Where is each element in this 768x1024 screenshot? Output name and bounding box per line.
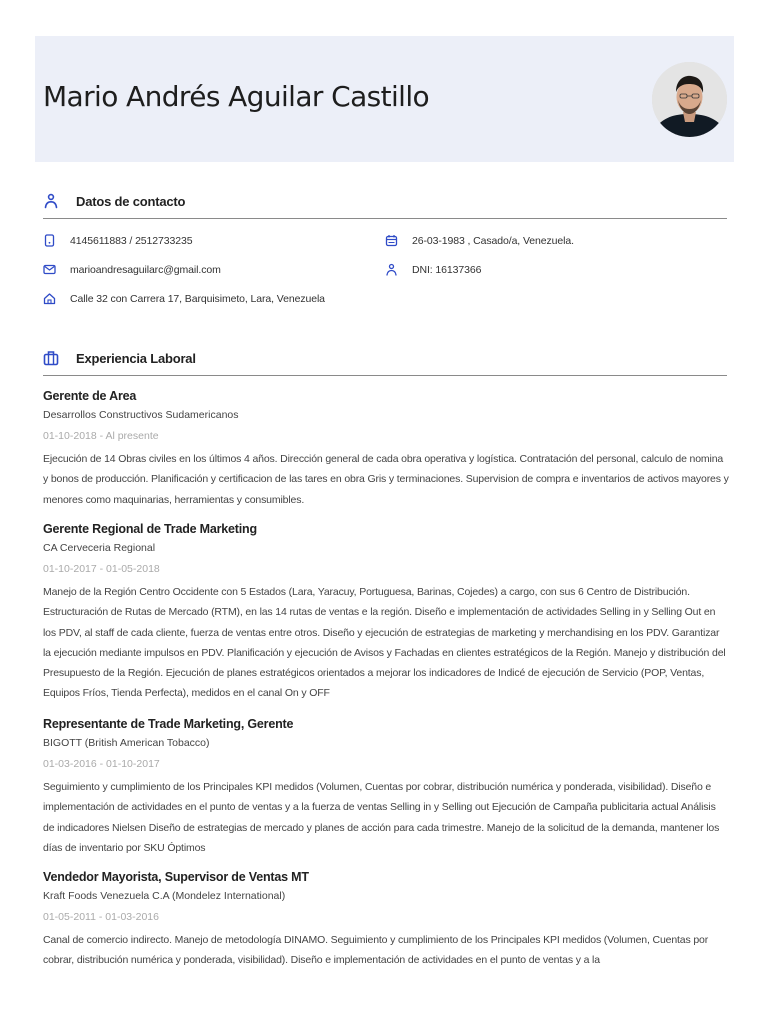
home-icon xyxy=(43,292,56,305)
experience-item xyxy=(43,388,729,510)
experience-item xyxy=(43,716,729,858)
address-text: Calle 32 con Carrera 17, Barquisimeto, Lara, Venezuela xyxy=(70,293,325,305)
job-company: CA Cerveceria Regional xyxy=(43,542,156,554)
job-description: Canal de comercio indirecto. Manejo de metodología DINAMO. Seguimiento y cumplimiento de los Principales KPI medidos (Volumen, Cuentas por cobrar, distribución numérica y ponderada, visibilidad). Diseño e implementación de actividades en el punto de ventas y a la xyxy=(43,934,709,967)
job-title: Vendedor Mayorista, Supervisor de Ventas MT xyxy=(43,870,309,884)
email-text: marioandresaguilarc@gmail.com xyxy=(70,264,221,276)
birth-text: 26-03-1983 , Casado/a, Venezuela. xyxy=(412,235,574,247)
cv-header xyxy=(35,36,734,162)
job-title: Representante de Trade Marketing, Gerente xyxy=(43,717,294,731)
job-company: BIGOTT (British American Tobacco) xyxy=(43,737,210,749)
job-dates: 01-10-2018 - Al presente xyxy=(43,430,159,442)
job-description: Ejecución de 14 Obras civiles en los últimos 4 años. Dirección general de cada obra operativa y logística. Contratación del personal, calculo de nomina y bonos de producción. Planificación y certificacion de las tares en obra Gris y terminaciones. Supervision de compra e inventarios de activos mayores y menores como maquinarias, herramientas y consumibles. xyxy=(43,453,729,506)
dni-text: DNI: 16137366 xyxy=(412,264,482,276)
contact-section-title: Datos de contacto xyxy=(76,194,186,209)
contact-section-header xyxy=(43,193,727,219)
profile-photo xyxy=(652,62,727,137)
experience-section-title: Experiencia Laboral xyxy=(76,351,196,366)
calendar-icon xyxy=(385,234,398,247)
person-icon xyxy=(385,263,398,276)
briefcase-icon xyxy=(43,350,59,366)
job-description: Manejo de la Región Centro Occidente con 5 Estados (Lara, Yaracuy, Portuguesa, Barinas, Cojedes) a cargo, con sus 6 Centro de Distribución. Estructuración de Rutas de Mercado (RTM), en las 14 rutas de ventas e la región. Diseño e implementación de actividades Selling in y Selling Out en los PDV, al staff de cada cliente, fuerza de ventas entre otros. Diseño y ejecución de estrategias de marketing y merchandising en los PDV. Garantizar la ejecución mediante impulsos en PDV. Planificación y ejecución de Avisos y Fachadas en clientes estratégicos de la Región. Manejo y distribución del Presupuesto de la Región. Ejecución de planes estratégicos orientados a mejorar los indicadores de Indicé de ejecución de Servicio (POP, Ventas, Equipos Fríos, Tienda Perfecta), medidos en el canal On y OFF xyxy=(43,586,726,700)
experience-item xyxy=(43,869,729,971)
phone-text: 4145611883 / 2512733235 xyxy=(70,235,193,247)
person-name: Mario Andrés Aguilar Castillo xyxy=(43,80,430,113)
person-icon xyxy=(43,193,59,209)
job-company: Kraft Foods Venezuela C.A (Mondelez International) xyxy=(43,890,286,902)
mail-icon xyxy=(43,263,56,276)
job-dates: 01-10-2017 - 01-05-2018 xyxy=(43,563,160,575)
experience-section-header xyxy=(43,350,727,376)
job-company: Desarrollos Constructivos Sudamericanos xyxy=(43,409,239,421)
job-title: Gerente de Area xyxy=(43,389,137,403)
job-dates: 01-05-2011 - 01-03-2016 xyxy=(43,911,159,923)
job-title: Gerente Regional de Trade Marketing xyxy=(43,522,257,536)
phone-icon xyxy=(43,234,56,247)
job-dates: 01-03-2016 - 01-10-2017 xyxy=(43,758,160,770)
job-description: Seguimiento y cumplimiento de los Principales KPI medidos (Volumen, Cuentas por cobrar, distribución numérica y ponderada, visibilidad). Diseño e implementación de actividades en el punto de ventas y a la fuerza de ventas Selling in y Selling out Ejecución de Campaña publicitaria actual Análisis de indicadores Nielsen Diseño de estrategias de mercado y planes de acción para cada trimestre. Manejo de la solicitud de la demanda, mantener los días de inventario por SKU Óptimos xyxy=(43,781,720,854)
experience-item xyxy=(43,521,729,704)
